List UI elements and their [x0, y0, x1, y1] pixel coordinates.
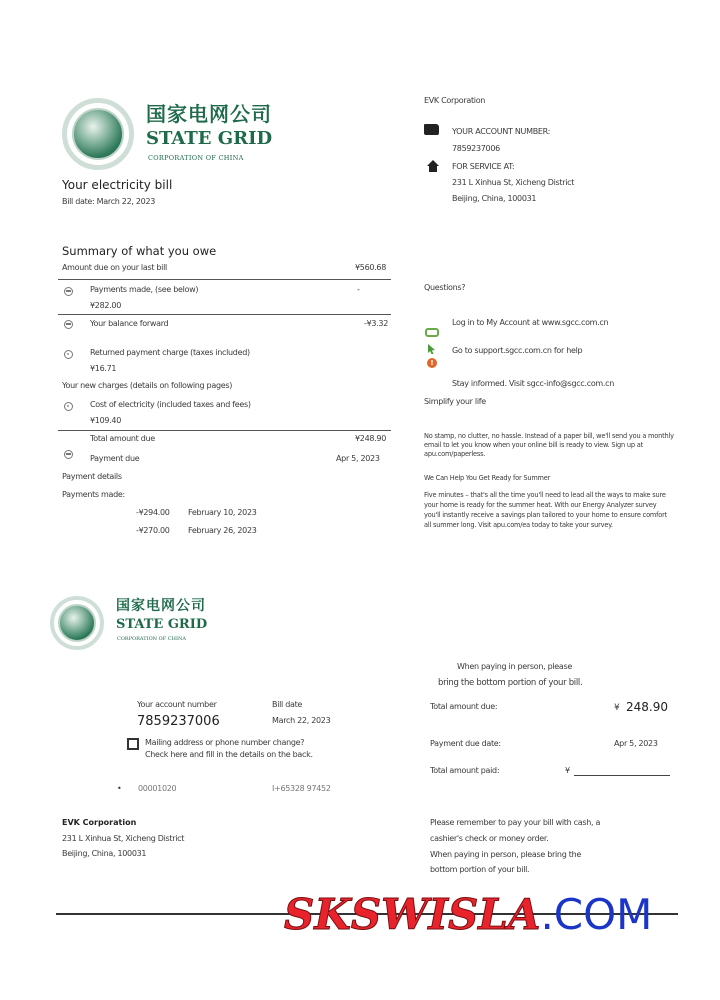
logo-chinese-name: 国家电网公司: [146, 102, 272, 126]
divider: [58, 314, 391, 315]
stub-bill-date: March 22, 2023: [272, 716, 331, 725]
stub-currency: ¥: [614, 703, 620, 713]
stub-total-due-label: Total amount due:: [430, 702, 498, 711]
payments-made-label: Payments made, (see below): [90, 285, 199, 294]
support-text[interactable]: Go to support.sgcc.com.cn for help: [452, 346, 583, 355]
logo-english-name: STATE GRID: [146, 128, 273, 149]
watermark: [284, 890, 653, 939]
reminder-line3: When paying in person, please bring the: [430, 850, 581, 859]
minus-circle-icon: [64, 450, 73, 459]
company-name: EVK Corporation: [424, 96, 486, 105]
payments-made-value: -: [357, 285, 360, 294]
paperless-text: No stamp, no clutter, no hassle. Instead of a paper bill, we'll send you a monthly email to let you know when your online bill is ready to view. Sign up at apu.com/paperless.: [424, 432, 674, 458]
payment-amount: -¥294.00: [136, 508, 170, 517]
reminder-line1: Please remember to pay your bill with cash, a: [430, 818, 601, 827]
payment-amount: -¥270.00: [136, 526, 170, 535]
address-change-line1: Mailing address or phone number change?: [145, 738, 305, 747]
stub-code-1: 00001020: [138, 784, 177, 793]
payment-due-date: Apr 5, 2023: [336, 454, 380, 463]
minus-circle-icon: [64, 287, 73, 296]
service-address-line1: 231 L Xinhua St, Xicheng District: [452, 178, 575, 187]
logo-subtitle: CORPORATION OF CHINA: [148, 154, 244, 162]
new-charges-label: Your new charges (details on following pages): [62, 381, 233, 390]
stay-informed-text[interactable]: Stay informed. Visit sgcc-info@sgcc.com.cn: [452, 379, 615, 388]
bullet: •: [117, 784, 122, 793]
reminder-line4: bottom portion of your bill.: [430, 865, 530, 874]
summer-text: Five minutes – that's all the time you'll need to lead all the ways to make sure your home is ready for the summer heat. With our Energy Analyzer survey you'll instantly receive a savings plan tailored to your home to ensure comfort all summer long. Visit apu.com/ea today to take your survey.: [424, 491, 667, 529]
folder-icon: [424, 124, 439, 135]
bill-date: Bill date: March 22, 2023: [62, 197, 156, 206]
bill-title: Your electricity bill: [62, 178, 173, 192]
stub-due-date-label: Payment due date:: [430, 739, 501, 748]
payment-details-label: Payment details: [62, 472, 122, 481]
cursor-icon: [428, 344, 435, 354]
stub-bill-date-label: Bill date: [272, 700, 303, 709]
summer-title: We Can Help You Get Ready for Summer: [424, 474, 551, 482]
login-text[interactable]: Log in to My Account at www.sgcc.com.cn: [452, 318, 609, 327]
cost-electricity-label: Cost of electricity (included taxes and fees): [90, 400, 251, 409]
stub-address-line1: 231 L Xinhua St, Xicheng District: [62, 834, 185, 843]
amount-paid-field[interactable]: [574, 775, 670, 776]
stub-due-date-value: Apr 5, 2023: [614, 739, 658, 748]
plus-circle-icon: [64, 350, 73, 359]
watermark-blue-text: .COM: [540, 890, 653, 939]
stub-paid-label: Total amount paid:: [430, 766, 500, 775]
divider: [58, 279, 391, 280]
stub-company: EVK Corporation: [62, 818, 137, 827]
balance-forward-value: -¥3.32: [364, 319, 388, 328]
stub-account-number: 7859237006: [137, 714, 220, 729]
stub-total-due-value: 248.90: [626, 700, 668, 714]
globe-icon: [58, 604, 96, 642]
total-due-value: ¥248.90: [355, 434, 386, 443]
watermark-red-text: SKSWISLA: [284, 890, 541, 939]
state-grid-logo: [62, 98, 277, 178]
payment-date: February 26, 2023: [188, 526, 257, 535]
stub-code-2: I+65328 97452: [272, 784, 331, 793]
summary-title: Summary of what you owe: [62, 244, 217, 258]
service-address-line2: Beijing, China, 100031: [452, 194, 537, 203]
house-body-icon: [429, 166, 437, 172]
in-person-line1: When paying in person, please: [457, 662, 573, 671]
address-change-checkbox[interactable]: [127, 738, 139, 750]
stub-state-grid-logo: [50, 596, 220, 656]
reminder-line2: cashier's check or money order.: [430, 834, 549, 843]
payment-date: February 10, 2023: [188, 508, 257, 517]
divider: [58, 430, 391, 431]
logo-chinese-name: 国家电网公司: [116, 598, 206, 614]
service-label: FOR SERVICE AT:: [452, 162, 515, 171]
stub-paid-prefix: ¥: [565, 766, 570, 775]
logo-english-name: STATE GRID: [116, 617, 208, 632]
payments-made-sub: ¥282.00: [90, 301, 121, 310]
stub-account-label: Your account number: [137, 700, 217, 709]
cost-electricity-sub: ¥109.40: [90, 416, 121, 425]
last-bill-amount: ¥560.68: [355, 263, 386, 272]
balance-forward-label: Your balance forward: [90, 319, 169, 328]
account-number: 7859237006: [452, 144, 500, 153]
plus-circle-icon: [64, 402, 73, 411]
logo-subtitle: CORPORATION OF CHINA: [117, 636, 186, 642]
returned-payment-label: Returned payment charge (taxes included): [90, 348, 250, 357]
simplify-title: Simplify your life: [424, 397, 486, 406]
payment-due-label: Payment due: [90, 454, 140, 463]
alert-icon: !: [427, 358, 437, 368]
stub-address-line2: Beijing, China, 100031: [62, 849, 147, 858]
payments-made-heading: Payments made:: [62, 490, 125, 499]
questions-title: Questions?: [424, 283, 466, 292]
account-number-label: YOUR ACCOUNT NUMBER:: [452, 127, 551, 136]
chat-icon: [425, 328, 439, 337]
last-bill-label: Amount due on your last bill: [62, 263, 167, 272]
globe-icon: [72, 108, 124, 160]
total-due-label: Total amount due: [90, 434, 155, 443]
minus-circle-icon: [64, 320, 73, 329]
returned-payment-sub: ¥16.71: [90, 364, 117, 373]
in-person-line2: bring the bottom portion of your bill.: [438, 678, 583, 688]
address-change-line2: Check here and fill in the details on the back.: [145, 750, 313, 759]
